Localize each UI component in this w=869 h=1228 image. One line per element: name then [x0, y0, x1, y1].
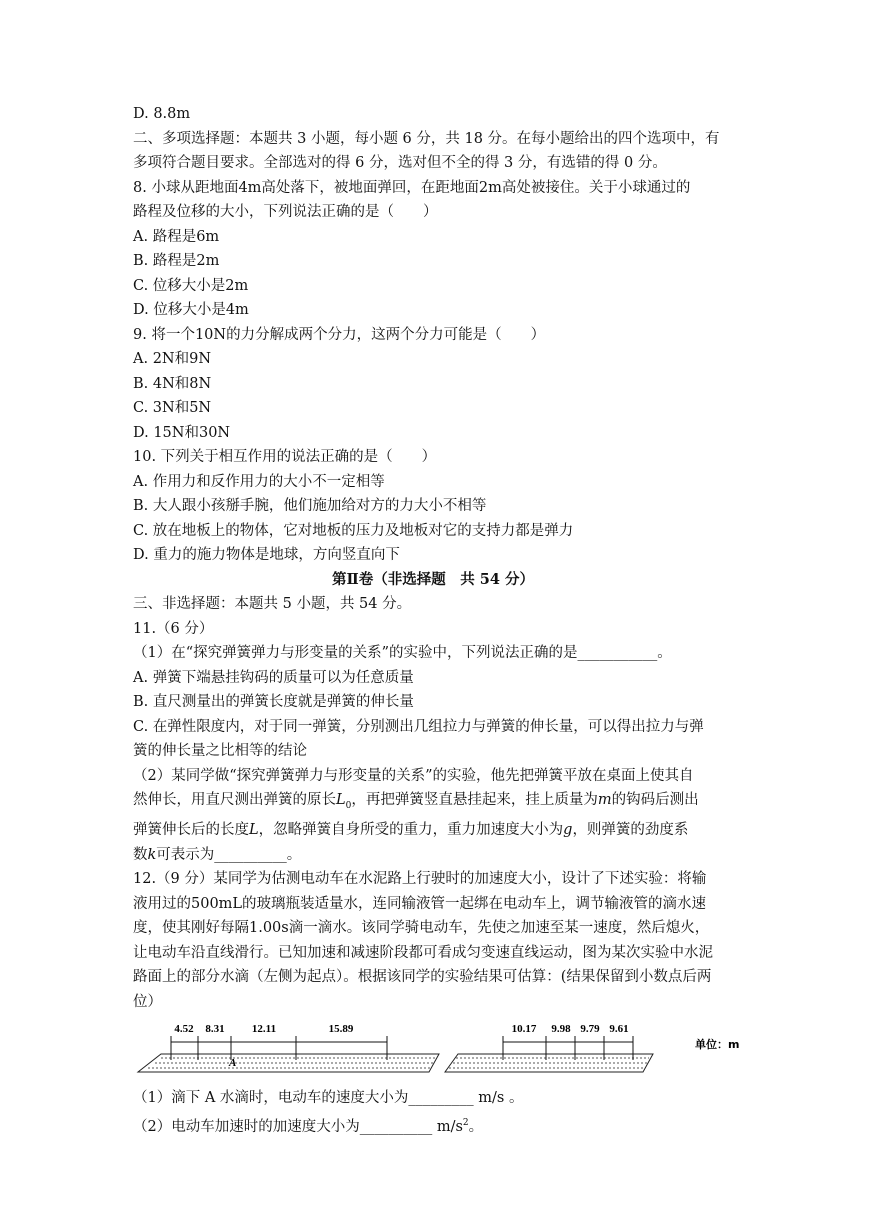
segment-label: 9.79 — [580, 1023, 600, 1036]
q11-header: 11.（6 分） — [133, 620, 214, 637]
text: 可表示为__________。 — [156, 846, 302, 863]
q10-option-a: A. 作用力和反作用力的大小不一定相等 — [133, 473, 385, 490]
q12-stem-line2: 液用过的500mL的玻璃瓶装适量水，连同输液管一起绑在电动车上，调节输液管的滴水速 — [133, 895, 707, 912]
q8-option-a: A. 路程是6m — [133, 228, 220, 245]
section2-intro-line2: 多项符合题目要求。全部选对的得 6 分，选对但不全的得 3 分，有选错的得 0 分。 — [133, 155, 667, 171]
q11-part2-line3 — [133, 818, 733, 843]
text: ，再把弹簧竖直悬挂起来，挂上质量为 — [351, 792, 598, 808]
q8-option-b: B. 路程是2m — [133, 253, 220, 269]
water-drop-figure — [133, 1018, 740, 1084]
q10-stem: 10. 下列关于相互作用的说法正确的是（ ） — [133, 449, 437, 465]
segment-label: 10.17 — [511, 1023, 537, 1036]
subscript-0: 0 — [345, 800, 352, 811]
q12-stem-line6: 位） — [133, 993, 162, 1010]
volume2-heading: 第Ⅱ卷（非选择题 共 54 分） — [332, 570, 534, 588]
q12-stem-line1: 12.（9 分）某同学为估测电动车在水泥路上行驶时的加速度大小，设计了下述实验：将输 — [133, 871, 707, 888]
q9-option-a: A. 2N和9N — [133, 351, 212, 367]
unit-label: 单位：m — [695, 1038, 740, 1052]
text: ，忽略弹簧自身所受的重力，重力加速度大小为 — [258, 822, 564, 839]
variable-g: g — [563, 822, 573, 839]
text: 弹簧伸长后的长度 — [133, 822, 249, 839]
q12-part2 — [133, 1111, 733, 1139]
q9-stem: 9. 将一个10N的力分解成两个分力，这两个分力可能是（ ） — [133, 326, 546, 343]
segment-label: 4.52 — [174, 1023, 194, 1036]
q9-option-c: C. 3N和5N — [133, 400, 212, 416]
variable-k: k — [147, 846, 157, 863]
q7-option-d: D. 8.8m — [133, 106, 191, 122]
text: 然伸长，用直尺测出弹簧的原长 — [133, 792, 336, 808]
segment-label: 8.31 — [205, 1023, 225, 1036]
q11-option-b: B. 直尺测量出的弹簧长度就是弹簧的伸长量 — [133, 694, 414, 710]
q10-option-c: C. 放在地板上的物体，它对地板的压力及地板对它的支持力都是弹力 — [133, 522, 574, 539]
section2-intro-line1: 二、多项选择题：本题共 3 小题，每小题 6 分，共 18 分。在每小题给出的四个选项中，有 — [133, 130, 720, 147]
exam-page — [133, 102, 740, 1139]
q8-option-d: D. 位移大小是4m — [133, 302, 249, 318]
q8-stem-line1: 8. 小球从距地面4m高处落下，被地面弹回，在距地面2m高处被接住。关于小球通过的 — [133, 179, 691, 196]
q11-option-c-line1: C. 在弹性限度内，对于同一弹簧，分别测出几组拉力与弹簧的伸长量，可以得出拉力与弹 — [133, 718, 704, 735]
q11-part2-line4 — [133, 843, 733, 868]
q9-option-d: D. 15N和30N — [133, 424, 231, 441]
point-a-label: A — [229, 1057, 237, 1070]
superscript-2: 2 — [462, 1117, 469, 1128]
variable-l: L — [336, 792, 346, 808]
text: 数 — [133, 846, 148, 863]
q9-option-b: B. 4N和8N — [133, 375, 212, 392]
q10-option-d: D. 重力的施力物体是地球，方向竖直向下 — [133, 547, 400, 563]
q8-stem-line2: 路程及位移的大小，下列说法正确的是（ ） — [133, 204, 438, 220]
road-diagram — [133, 1018, 773, 1084]
q12-part1: （1）滴下 A 水滴时，电动车的速度大小为_________ m/s 。 — [133, 1090, 524, 1107]
q11-option-a: A. 弹簧下端悬挂钩码的质量可以为任意质量 — [133, 669, 414, 686]
q12-stem-line3: 度，使其刚好每隔1.00s滴一滴水。该同学骑电动车，先使之加速至某一速度，然后熄火， — [133, 920, 710, 937]
section3-intro: 三、非选择题：本题共 5 小题，共 54 分。 — [133, 596, 412, 612]
q11-option-c-line2: 簧的伸长量之比相等的结论 — [133, 743, 307, 759]
text: 。 — [468, 1118, 484, 1135]
segment-label: 12.11 — [251, 1023, 277, 1036]
segment-label: 15.89 — [328, 1023, 354, 1036]
q8-option-c: C. 位移大小是2m — [133, 277, 249, 294]
q11-part2-line2 — [133, 788, 733, 818]
q10-option-b: B. 大人跟小孩掰手腕，他们施加给对方的力大小不相等 — [133, 498, 487, 514]
text: （2）电动车加速时的加速度大小为__________ m/s — [133, 1118, 463, 1135]
variable-l: L — [249, 822, 259, 839]
segment-label: 9.98 — [551, 1023, 571, 1036]
text: 的钩码后测出 — [611, 792, 699, 808]
variable-m: m — [597, 792, 612, 808]
q12-stem-line4: 让电动车沿直线滑行。已知加速和减速阶段都可看成匀变速直线运动，图为某次实验中水泥 — [133, 944, 713, 961]
q11-part2-line1: （2）某同学做“探究弹簧弹力与形变量的关系”的实验，他先把弹簧平放在桌面上使其自 — [133, 767, 694, 784]
q11-part1: （1）在“探究弹簧弹力与形变量的关系”的实验中，下列说法正确的是___________。 — [133, 645, 672, 661]
q12-stem-line5: 路面上的部分水滴（左侧为起点）。根据该同学的实验结果可估算：(结果保留到小数点后两 — [133, 969, 712, 986]
text: ，则弹簧的劲度系 — [572, 822, 689, 839]
segment-label: 9.61 — [609, 1023, 629, 1036]
